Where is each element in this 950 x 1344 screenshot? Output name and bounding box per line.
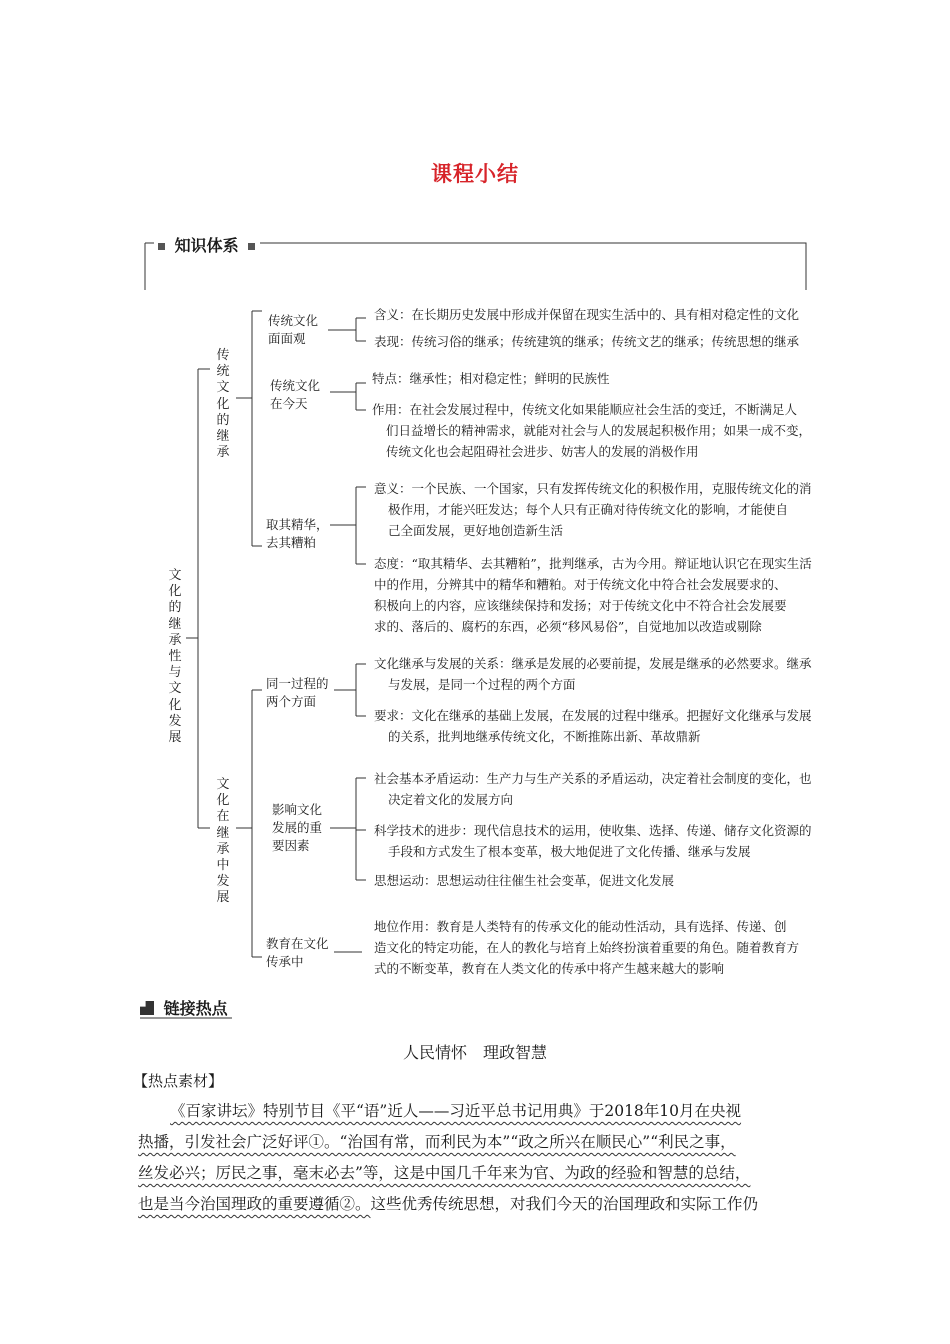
subtitle: 人民情怀 理政智慧 bbox=[402, 1043, 547, 1062]
square-bullet-icon bbox=[140, 1001, 154, 1015]
leaf-line: 思想运动：思想运动往往催生社会变革，促进文化发展 bbox=[374, 873, 675, 888]
leaf-line: 社会基本矛盾运动：生产力与生产关系的矛盾运动，决定着社会制度的变化，也 bbox=[374, 771, 812, 786]
root-topic: 文化的继承性与文化发展 bbox=[168, 568, 182, 746]
leaf-line: 传统文化也会起阻碍社会进步、妨害人的发展的消极作用 bbox=[386, 444, 699, 459]
leaf-performance bbox=[374, 331, 799, 352]
leaf-line: 积极向上的内容，应该继续保持和发扬；对于传统文化中不符合社会发展要 bbox=[374, 598, 787, 613]
node-same-process bbox=[266, 675, 329, 711]
leaf-attitude bbox=[374, 553, 812, 637]
leaf-line: 作用：在社会发展过程中，传统文化如果能顺应社会生活的变迁，不断满足人 bbox=[372, 402, 798, 417]
leaf-line: 们日益增长的精神需求，就能对社会与人的发展起积极作用；如果一成不变， bbox=[386, 423, 812, 438]
branch-development: 文化在继承中发展 bbox=[216, 777, 230, 906]
leaf-significance bbox=[374, 478, 812, 541]
leaf-line: 含义：在长期历史发展中形成并保留在现实生活中的、具有相对稳定性的文化 bbox=[374, 307, 800, 322]
leaf-line: 态度：“取其精华、去其糟粕”，批判继承，古为今用。辩证地认识它在现实生活 bbox=[374, 556, 812, 571]
leaf-line: 造文化的特定功能，在人的教化与培育上始终扮演着重要的角色。随着教育方 bbox=[374, 940, 800, 955]
leaf-line: 要求：文化在继承的基础上发展，在发展的过程中继承。把握好文化继承与发展 bbox=[374, 708, 812, 723]
node-line: 两个方面 bbox=[266, 694, 317, 709]
leaf-line: 己全面发展，更好地创造新生活 bbox=[388, 523, 564, 538]
leaf-line: 特点：继承性；相对稳定性；鲜明的民族性 bbox=[372, 371, 610, 386]
leaf-technology bbox=[374, 820, 812, 862]
node-line: 去其糟粕 bbox=[266, 535, 317, 550]
leaf-line: 文化继承与发展的关系：继承是发展的必要前提，发展是继承的必然要求。继承 bbox=[374, 656, 812, 671]
node-take-essence bbox=[266, 516, 329, 552]
page-title: 课程小结 bbox=[431, 162, 519, 186]
leaf-line: 求的、落后的、腐朽的东西，必须“移风易俗”，自觉地加以改造或剔除 bbox=[374, 619, 762, 634]
material-paragraph bbox=[138, 1096, 828, 1220]
node-line: 在今天 bbox=[270, 396, 308, 411]
leaf-line: 中的作用，分辨其中的精华和糟粕。对于传统文化中符合社会发展要求的、 bbox=[374, 577, 787, 592]
leaf-line: 表现：传统习俗的继承；传统建筑的继承；传统文艺的继承；传统思想的继承 bbox=[374, 334, 800, 349]
node-education bbox=[266, 935, 329, 971]
leaf-relation bbox=[374, 653, 812, 695]
leaf-role bbox=[372, 399, 811, 462]
leaf-line: 的关系，批判地继承传统文化，不断推陈出新、革故鼎新 bbox=[388, 729, 701, 744]
frame-line bbox=[145, 243, 154, 290]
leaf-line: 与发展，是同一个过程的两个方面 bbox=[388, 677, 576, 692]
leaf-features bbox=[372, 368, 610, 389]
node-traditional-culture-today bbox=[270, 377, 320, 413]
leaf-line: 式的不断变革，教育在人类文化的传承中将产生越来越大的影响 bbox=[374, 961, 725, 976]
connector bbox=[356, 318, 366, 341]
paragraph-line: 丝发必兴；厉民之事，毫末必去”等，这是中国几千年来为官、为政的经验和智慧的总结， bbox=[138, 1164, 751, 1182]
leaf-meaning bbox=[374, 304, 799, 325]
leaf-thought bbox=[374, 870, 674, 891]
paragraph-line bbox=[138, 1189, 828, 1220]
leaf-line: 科学技术的进步：现代信息技术的运用，使收集、选择、传递、储存文化资源的 bbox=[374, 823, 812, 838]
leaf-line: 意义：一个民族、一个国家，只有发挥传统文化的积极作用，克服传统文化的消 bbox=[374, 481, 812, 496]
leaf-line: 极作用，才能兴旺发达；每个人只有正确对待传统文化的影响，才能使自 bbox=[388, 502, 789, 517]
node-line: 传统文化 bbox=[270, 378, 321, 393]
leaf-line: 决定着文化的发展方向 bbox=[388, 792, 514, 807]
connector bbox=[356, 664, 366, 716]
connector bbox=[356, 778, 366, 880]
leaf-requirement bbox=[374, 705, 812, 747]
node-line: 影响文化 bbox=[272, 802, 323, 817]
material-label: 【热点素材】 bbox=[133, 1072, 224, 1090]
leaf-line: 手段和方式发生了根本变革，极大地促进了文化传播、继承与发展 bbox=[388, 844, 751, 859]
node-line: 教育在文化 bbox=[266, 936, 329, 951]
paragraph-line: 《百家讲坛》特别节目《平“语”近人——习近平总书记用典》于2018年10月在央视 bbox=[170, 1102, 742, 1120]
node-traditional-culture-overview bbox=[268, 312, 318, 348]
branch-inheritance: 传统文化的继承 bbox=[216, 348, 230, 461]
section-label: 链接热点 bbox=[163, 999, 228, 1018]
node-influencing-factors bbox=[272, 801, 322, 855]
node-line: 传承中 bbox=[266, 954, 304, 969]
section-label: 知识体系 bbox=[174, 236, 239, 255]
node-line: 要因素 bbox=[272, 838, 310, 853]
section-header-hotspot bbox=[140, 996, 228, 1019]
node-line: 同一过程的 bbox=[266, 676, 329, 691]
node-line: 传统文化 bbox=[268, 313, 319, 328]
paragraph-segment: 也是当今治国理政的重要遵循②。 bbox=[138, 1195, 371, 1213]
frame-line bbox=[260, 243, 806, 290]
leaf-line: 地位作用：教育是人类特有的传承文化的能动性活动，具有选择、传递、创 bbox=[374, 919, 787, 934]
connector bbox=[356, 487, 366, 564]
node-line: 面面观 bbox=[268, 331, 306, 346]
node-line: 取其精华， bbox=[266, 517, 329, 532]
leaf-education bbox=[374, 916, 799, 979]
paragraph-line: 热播，引发社会广泛好评①。“治国有常，而利民为本”“政之所兴在顺民心”“利民之事， bbox=[138, 1133, 736, 1151]
connector bbox=[356, 383, 366, 410]
node-line: 发展的重 bbox=[272, 820, 323, 835]
leaf-contradiction bbox=[374, 768, 812, 810]
paragraph-segment: 这些优秀传统思想，对我们今天的治国理政和实际工作仍 bbox=[370, 1195, 759, 1213]
